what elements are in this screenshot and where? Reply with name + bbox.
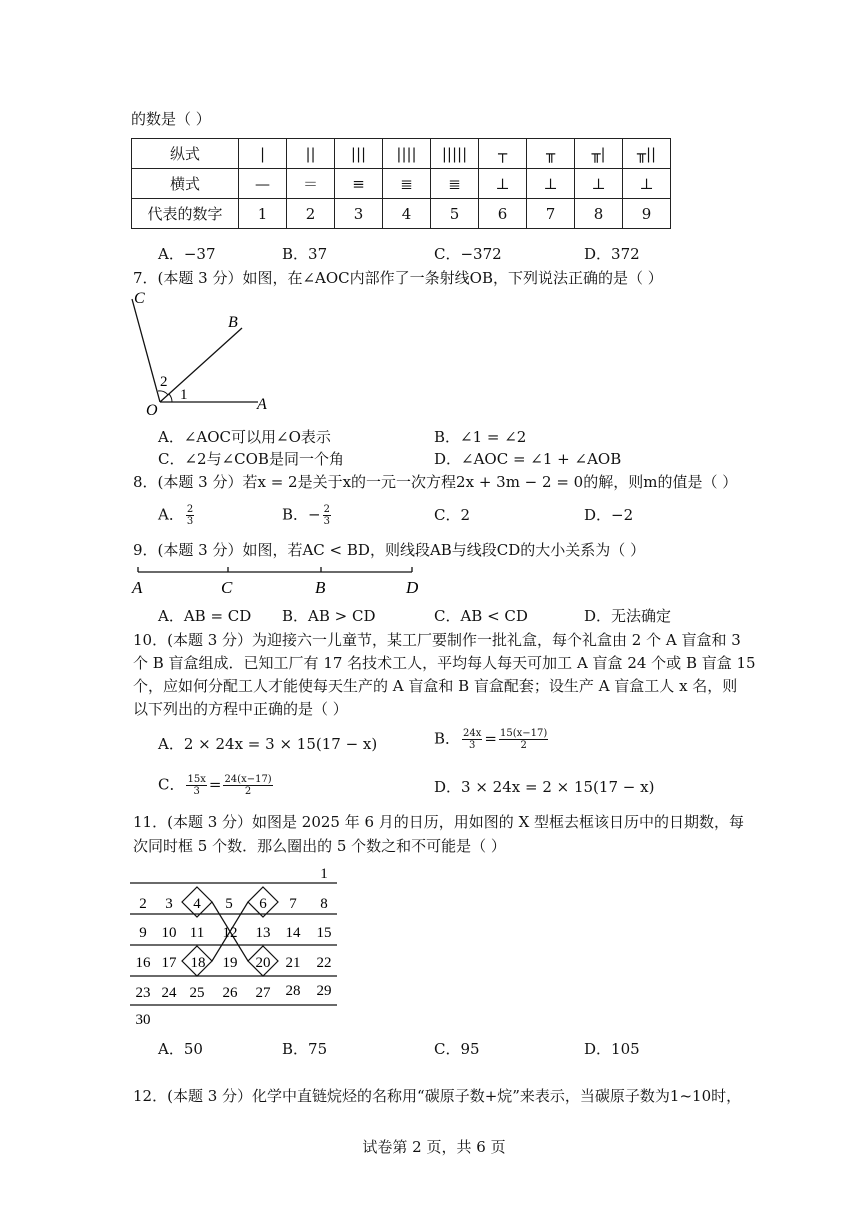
q12-stem: 12．(本题 3 分）化学中直链烷烃的名称用“碳原子数+烷”来表示，当碳原子数为1~10时， <box>133 1087 742 1105</box>
calendar-day: 2 <box>139 896 147 912</box>
calendar-day: 8 <box>320 896 328 912</box>
table-cell: ≡ <box>335 169 383 199</box>
point-label-a: A <box>132 578 143 597</box>
option-label: B． <box>434 729 461 748</box>
q6-stem-tail: 的数是（ ） <box>131 110 211 128</box>
fraction <box>499 728 548 751</box>
numerator: 2 <box>323 504 330 515</box>
fraction <box>223 774 272 797</box>
table-cell: 4 <box>383 199 431 229</box>
q6-option-d[interactable]: D．372 <box>584 245 640 263</box>
denominator: 3 <box>323 516 330 527</box>
q6-option-a[interactable]: A．−37 <box>158 245 216 263</box>
point-label-c: C <box>221 578 233 597</box>
calendar-day: 9 <box>139 925 147 941</box>
q9-option-c[interactable]: C．AB < CD <box>434 607 528 625</box>
fraction <box>186 774 206 797</box>
table-cell: 1 <box>239 199 287 229</box>
denominator: 2 <box>244 786 252 797</box>
table-cell: 2 <box>287 199 335 229</box>
calendar-day: 28 <box>285 983 301 999</box>
table-cell: — <box>239 169 287 199</box>
calendar-day: 20 <box>255 955 271 971</box>
q9-option-b[interactable]: B．AB > CD <box>282 607 376 625</box>
q10-stem-line: 以下列出的方程中正确的是（ ） <box>133 700 348 718</box>
calendar-day: 12 <box>222 925 238 941</box>
equals-sign: = <box>484 729 497 748</box>
q10-stem-line: 10．(本题 3 分）为迎接六一儿童节，某工厂要制作一批礼盒，每个礼盒由 2 个 A 盲盒和 3 <box>133 631 741 649</box>
q9-option-a[interactable]: A．AB = CD <box>158 607 252 625</box>
option-label: A． <box>158 505 184 524</box>
table-cell: 7 <box>527 199 575 229</box>
calendar-day: 15 <box>316 925 332 941</box>
table-cell: ⊥ <box>575 169 623 199</box>
angle-arc-1 <box>169 394 172 402</box>
angle-arc-2 <box>158 391 168 395</box>
row-header: 代表的数字 <box>132 199 239 229</box>
denominator: 3 <box>186 516 194 527</box>
angle-diagram <box>120 285 290 420</box>
q9-stem: 9．(本题 3 分）如图，若AC < BD，则线段AB与线段CD的大小关系为（ ） <box>133 541 646 559</box>
table-cell: | <box>239 139 287 169</box>
calendar-day: 17 <box>161 955 177 971</box>
denominator: 3 <box>469 740 476 751</box>
q10-option-c[interactable] <box>158 774 275 797</box>
calendar-day: 6 <box>259 896 267 912</box>
label-angle-2: 2 <box>160 374 168 390</box>
calendar-day: 24 <box>161 985 177 1001</box>
q11-option-a[interactable]: A．50 <box>158 1040 203 1058</box>
q8-option-c[interactable]: C．2 <box>434 506 471 524</box>
q7-option-c[interactable]: C．∠2与∠COB是同一个角 <box>158 450 344 468</box>
q8-option-a[interactable] <box>158 504 196 527</box>
q6-option-c[interactable]: C．−372 <box>434 245 502 263</box>
ray-oc <box>132 299 160 402</box>
table-cell: 9 <box>623 199 671 229</box>
table-row <box>132 169 671 199</box>
label-c: C <box>134 290 145 307</box>
q11-option-b[interactable]: B．75 <box>282 1040 328 1058</box>
fraction <box>186 504 194 527</box>
numerator: 15x <box>187 774 206 785</box>
numerator: 24(x−17) <box>224 774 272 785</box>
table-cell: |||| <box>383 139 431 169</box>
q7-stem: 7．(本题 3 分）如图，在∠AOC内部作了一条射线OB，下列说法正确的是（ ） <box>133 269 663 287</box>
calendar-day: 22 <box>316 955 332 971</box>
segment-diagram <box>126 563 436 599</box>
point-label-b: B <box>315 578 326 597</box>
q7-option-a[interactable]: A．∠AOC可以用∠O表示 <box>158 428 331 446</box>
equals-sign: = <box>208 775 222 794</box>
q11-option-c[interactable]: C．95 <box>434 1040 480 1058</box>
denominator: 2 <box>520 740 527 751</box>
q9-option-d[interactable]: D．无法确定 <box>584 607 672 625</box>
q7-option-b[interactable]: B．∠1 = ∠2 <box>434 428 527 446</box>
q8-option-d[interactable]: D．−2 <box>584 506 634 524</box>
q10-option-d[interactable]: D．3 × 24x = 2 × 15(17 − x) <box>434 778 655 796</box>
calendar-day: 23 <box>135 985 151 1001</box>
table-cell: ≣ <box>383 169 431 199</box>
calendar-day: 25 <box>189 985 205 1001</box>
table-cell: ╥ <box>527 139 575 169</box>
q8-stem: 8．(本题 3 分）若x = 2是关于x的一元一次方程2x + 3m − 2 = 0的解，则m的值是（ ） <box>133 473 738 491</box>
calendar-day: 30 <box>135 1012 151 1028</box>
q6-option-b[interactable]: B．37 <box>282 245 328 263</box>
numerator: 24x <box>463 728 482 739</box>
table-cell: ╥| <box>575 139 623 169</box>
q10-option-b[interactable] <box>434 728 550 751</box>
table-row <box>132 139 671 169</box>
calendar-day: 1 <box>320 866 328 882</box>
table-cell: || <box>287 139 335 169</box>
ray-ob <box>160 328 242 402</box>
calendar-day: 16 <box>135 955 151 971</box>
table-cell: ⊥ <box>479 169 527 199</box>
calendar-day: 7 <box>289 896 297 912</box>
calendar-diagram <box>126 860 346 1030</box>
calendar-day: 26 <box>222 985 238 1001</box>
option-label: B．− <box>282 505 321 524</box>
label-b: B <box>228 314 238 331</box>
table-cell: ╥|| <box>623 139 671 169</box>
label-angle-1: 1 <box>180 387 188 403</box>
table-cell: ⊥ <box>527 169 575 199</box>
fraction <box>323 504 331 527</box>
label-a: A <box>257 396 267 413</box>
label-o: O <box>146 402 158 419</box>
table-cell: 3 <box>335 199 383 229</box>
calendar-day: 4 <box>193 896 201 912</box>
table-row <box>132 199 671 229</box>
calendar-day: 10 <box>161 925 177 941</box>
table-cell: ＝ <box>287 169 335 199</box>
numerator: 15(x−17) <box>499 728 548 739</box>
calendar-day: 29 <box>316 983 332 999</box>
calendar-day: 21 <box>285 955 301 971</box>
option-label: C． <box>158 775 185 794</box>
fraction <box>462 728 482 751</box>
table-cell: ⊥ <box>623 169 671 199</box>
table-cell: ||| <box>335 139 383 169</box>
calendar-numbers <box>136 866 332 1028</box>
calendar-day: 13 <box>255 925 271 941</box>
calendar-day: 14 <box>285 925 301 941</box>
table-cell: 8 <box>575 199 623 229</box>
calendar-day: 11 <box>189 925 205 941</box>
rod-numeral-table <box>131 138 671 229</box>
row-header: 横式 <box>132 169 239 199</box>
q8-option-b[interactable] <box>282 504 333 527</box>
table-cell: ||||| <box>431 139 479 169</box>
q10-option-a[interactable]: A．2 × 24x = 3 × 15(17 − x) <box>158 735 378 753</box>
table-cell: ≣ <box>431 169 479 199</box>
row-header: 纵式 <box>132 139 239 169</box>
point-label-d: D <box>406 578 419 597</box>
table-cell: ┬ <box>479 139 527 169</box>
q11-stem-line: 次同时框 5 个数．那么圈出的 5 个数之和不可能是（ ） <box>133 837 506 855</box>
table-cell: 6 <box>479 199 527 229</box>
calendar-day: 5 <box>225 896 233 912</box>
numerator: 2 <box>186 504 194 515</box>
calendar-day: 3 <box>165 896 173 912</box>
q11-stem-line: 11．(本题 3 分）如图是 2025 年 6 月的日历，用如图的 X 型框去框该日历中的日期数，每 <box>133 813 745 831</box>
calendar-day: 27 <box>255 985 271 1001</box>
page-footer: 试卷第 2 页，共 6 页 <box>362 1138 506 1156</box>
calendar-day: 19 <box>222 955 238 971</box>
q10-stem-line: 个，应如何分配工人才能使每天生产的 A 盲盒和 B 盲盒配套；设生产 A 盲盒工人 x 名，则 <box>133 677 738 695</box>
table-cell: 5 <box>431 199 479 229</box>
q11-option-d[interactable]: D．105 <box>584 1040 640 1058</box>
calendar-day: 18 <box>190 955 206 971</box>
denominator: 3 <box>193 786 200 797</box>
q10-stem-line: 个 B 盲盒组成．已知工厂有 17 名技术工人，平均每人每天可加工 A 盲盒 24 个或 B 盲盒 15 <box>133 654 756 672</box>
q7-option-d[interactable]: D．∠AOC = ∠1 + ∠AOB <box>434 450 622 468</box>
